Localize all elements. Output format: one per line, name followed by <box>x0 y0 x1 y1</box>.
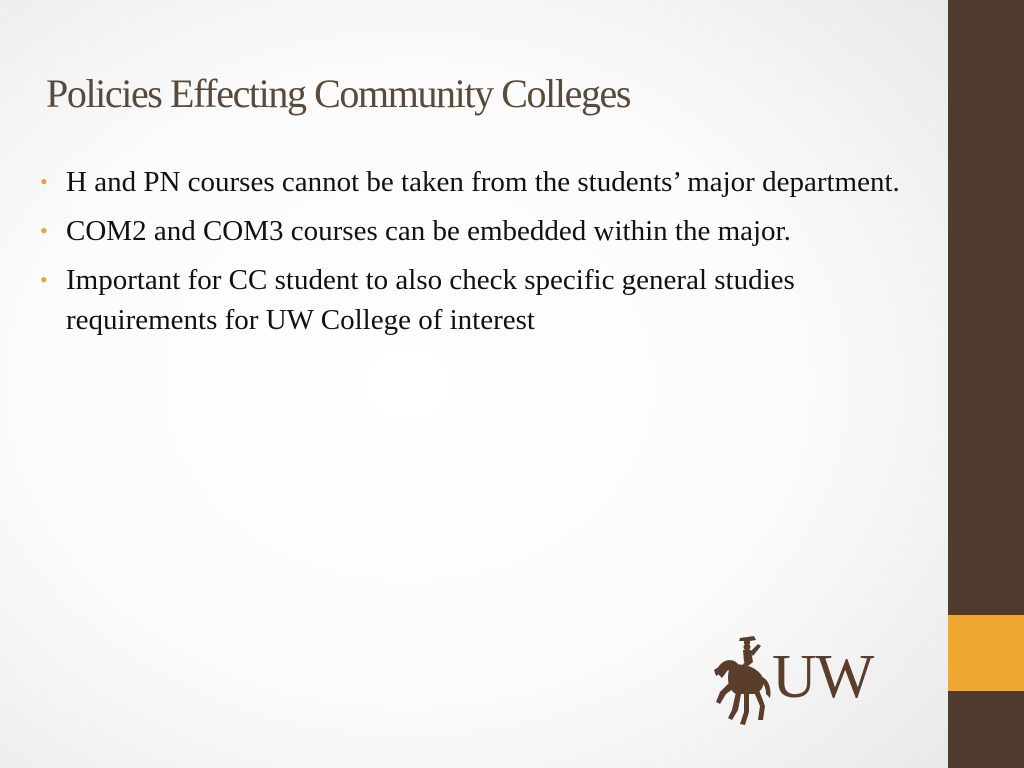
bullet-text: H and PN courses cannot be taken from the students’ major department. <box>66 166 900 198</box>
bucking-horse-and-rider-icon <box>710 632 774 732</box>
bullet-text: COM2 and COM3 courses can be embedded within the major. <box>66 215 791 247</box>
bullet-icon: • <box>40 169 48 194</box>
uw-logo <box>710 632 910 732</box>
bullet-item <box>40 211 940 251</box>
slide-title: Policies Effecting Community Colleges <box>46 71 631 116</box>
bullet-item <box>40 162 940 202</box>
bullet-icon: • <box>40 267 48 292</box>
uw-logo-text: UW <box>772 643 874 711</box>
bullet-icon: • <box>40 218 48 243</box>
bullet-text: Important for CC student to also check specific general studies requirements for UW College of interest <box>66 264 795 336</box>
side-accent-block <box>948 615 1024 691</box>
bullet-list <box>40 162 940 349</box>
bullet-item <box>40 260 940 340</box>
